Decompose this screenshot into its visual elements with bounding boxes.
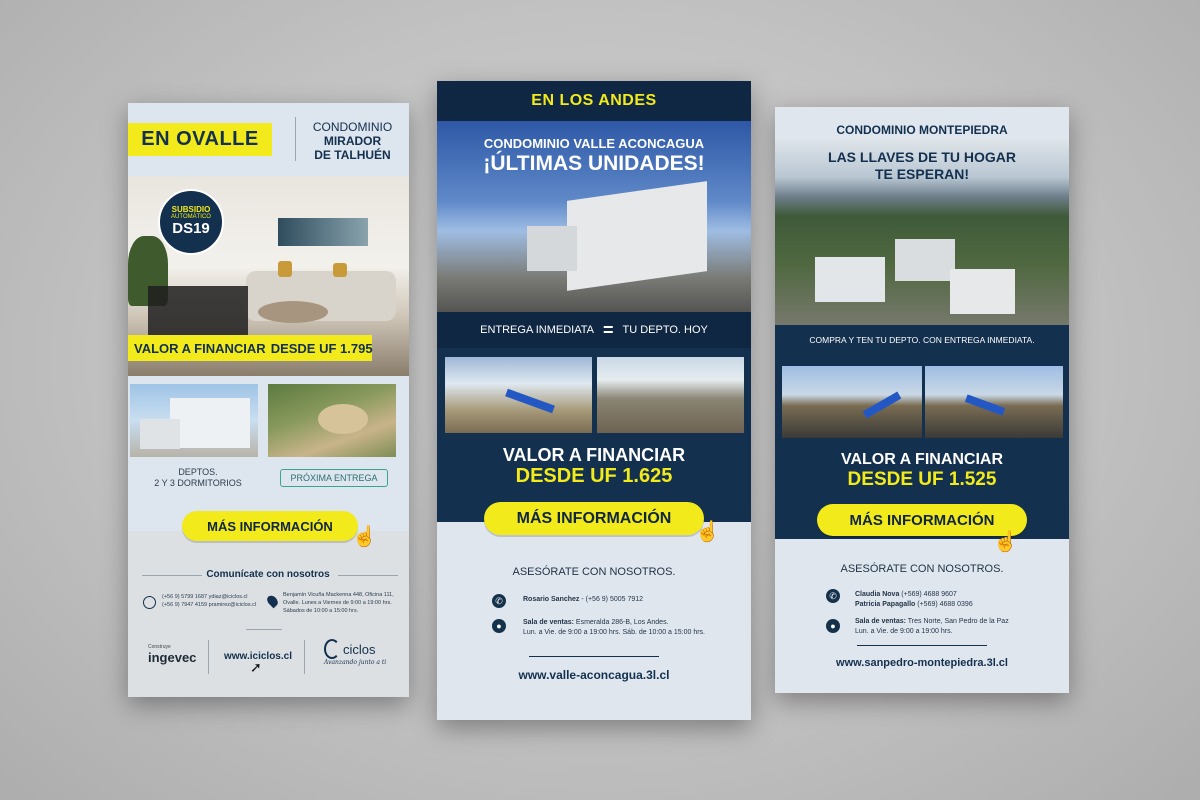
playground-photo — [445, 357, 592, 433]
aconcagua-building-photo — [437, 121, 751, 321]
sales-label: Sala de ventas: — [523, 619, 574, 626]
builder-name: ingevec — [148, 650, 197, 665]
hand-cursor-icon: ☝ — [695, 521, 720, 543]
delivery-strip — [437, 312, 751, 348]
badge-top: SUBSIDIO — [171, 205, 211, 214]
contact-2-name: Patricia Papagallo — [855, 601, 916, 608]
finance-b: DESDE UF 1.525 — [847, 469, 997, 490]
tag-equals: = — [603, 319, 614, 340]
footer-divider-2 — [304, 640, 305, 674]
more-info-button[interactable] — [182, 511, 358, 541]
builder-block — [148, 644, 196, 665]
location-text: EN LOS ANDES — [531, 92, 657, 109]
condo-prefix: CONDOMINIO — [312, 120, 393, 134]
address-2: Ovalle. Lunes a Viernes de 9:00 a 19:00 hrs. — [283, 600, 392, 606]
address-1: Benjamín Vicuña Mackenna 448, Oficina 111, — [283, 592, 394, 598]
playground-photo-2 — [925, 366, 1063, 438]
sales-hours: Lun. a Vie. de 9:00 a 19:00 hrs. — [855, 628, 953, 635]
sales-label: Sala de ventas: — [855, 618, 906, 625]
valley-view-photo — [597, 357, 744, 433]
builder-label: Construye — [148, 644, 171, 650]
finance-a: VALOR A FINANCIAR — [134, 340, 266, 356]
contact-title: Comunícate con nosotros — [206, 569, 330, 580]
sales-block — [523, 618, 705, 638]
location-pin-icon: ● — [826, 619, 840, 633]
headline-1: LAS LLAVES DE TU HOGAR — [828, 149, 1016, 165]
finance-b: DESDE UF 1.795 — [270, 340, 373, 356]
brand-name: ciclos — [343, 641, 376, 657]
banner-los-andes — [437, 81, 751, 720]
condo-name: VALLE ACONCAGUA — [573, 136, 705, 151]
address-block — [283, 591, 394, 615]
brand-mark-icon — [324, 639, 340, 659]
tag-left: ENTREGA INMEDIATA — [480, 324, 594, 336]
condo-name-1: MIRADOR — [323, 134, 382, 148]
footer-separator — [246, 629, 282, 630]
sales-address: Esmeralda 286-B, Los Andes. — [573, 619, 669, 626]
contact-separator-right — [338, 575, 398, 576]
cta-label: MÁS INFORMACIÓN — [207, 518, 333, 534]
phones-1: (+56 9) 5799 1687 ydiaz@iciclos.cl — [162, 594, 248, 600]
website-separator — [857, 645, 987, 646]
whatsapp-icon — [143, 596, 156, 609]
location-pin-icon: ● — [492, 619, 506, 633]
playground-photo — [268, 384, 396, 457]
badge-main: DS19 — [172, 220, 210, 237]
contacts-block — [855, 590, 973, 610]
cta-label: MÁS INFORMACIÓN — [849, 511, 995, 529]
website-link[interactable]: www.sanpedro-montepiedra.3l.cl — [836, 657, 1008, 669]
phone-icon: ✆ — [826, 589, 840, 603]
location-text: EN OVALLE — [141, 128, 259, 150]
units-2: 2 Y 3 DORMITORIOS — [154, 478, 242, 488]
advise-text: ASESÓRATE CON NOSOTROS. — [840, 563, 1004, 575]
units-text — [128, 467, 268, 489]
phones-block — [162, 593, 256, 609]
title-divider — [295, 117, 296, 161]
tagline: COMPRA Y TEN TU DEPTO. CON ENTREGA INMEDIATA. — [809, 335, 1035, 345]
advise-text: ASESÓRATE CON NOSOTROS. — [512, 566, 676, 578]
sales-address: Tres Norte, San Pedro de la Paz — [905, 618, 1009, 625]
contact-2-phone: (+569) 4688 0396 — [915, 601, 973, 608]
website-link[interactable]: www.valle-aconcagua.3l.cl — [518, 668, 670, 682]
sales-hours: Lun. a Vie. de 9:00 a 19:00 hrs. Sáb. de 10:00 a 15:00 hrs. — [523, 629, 706, 636]
more-info-button[interactable] — [484, 502, 704, 535]
website-separator — [529, 656, 659, 657]
finance-b: DESDE UF 1.625 — [515, 465, 673, 487]
badge-mid: AUTOMÁTICO — [171, 214, 211, 220]
sales-block — [855, 617, 1009, 637]
banner-montepiedra — [775, 107, 1069, 693]
finance-a: VALOR A FINANCIAR — [502, 445, 686, 465]
contact-line — [523, 596, 643, 603]
playground-photo-1 — [782, 366, 922, 438]
hand-cursor-icon: ☝ — [352, 526, 377, 548]
delivery-text: PRÓXIMA ENTREGA — [290, 473, 378, 483]
finance-a: VALOR A FINANCIAR — [840, 451, 1004, 468]
condo-title — [300, 120, 405, 162]
headline — [775, 149, 1069, 183]
contact-1-name: Claudia Nova — [855, 591, 900, 598]
arrow-cursor-icon: ➚ — [250, 659, 262, 675]
tag-right: TU DEPTO. HOY — [622, 324, 708, 336]
address-3: Sábados de 10:00 a 15:00 hrs. — [283, 608, 359, 614]
building-photo — [130, 384, 258, 457]
location-header — [437, 81, 751, 121]
phone-icon: ✆ — [492, 594, 506, 608]
brand-logo — [324, 639, 386, 666]
contact-phone: - (+56 9) 5005 7912 — [579, 596, 644, 603]
condo-prefix: CONDOMINIO — [483, 136, 570, 151]
condo-title — [437, 136, 751, 151]
contact-name: Rosario Sanchez — [523, 596, 580, 603]
units-1: DEPTOS. — [178, 467, 218, 477]
cta-label: MÁS INFORMACIÓN — [516, 509, 672, 527]
location-label — [128, 123, 272, 156]
subsidy-badge — [158, 189, 224, 255]
footer-divider-1 — [208, 640, 209, 674]
condo-title: CONDOMINIO MONTEPIEDRA — [836, 123, 1008, 137]
contact-1-phone: (+569) 4688 9607 — [899, 591, 957, 598]
brand-tagline: Avanzando junto a ti — [324, 659, 387, 666]
banner-ovalle — [128, 103, 409, 697]
hand-cursor-icon: ☝ — [993, 531, 1018, 553]
headline: ¡ÚLTIMAS UNIDADES! — [483, 152, 705, 175]
website-link[interactable]: www.iciclos.cl — [224, 651, 292, 662]
condo-name-2: DE TALHUÉN — [314, 148, 391, 162]
delivery-badge — [280, 469, 388, 487]
headline-2: TE ESPERAN! — [874, 166, 970, 182]
finance-bar — [128, 335, 372, 361]
phones-2: (+56 9) 7947 4159 pramirez@iciclos.cl — [162, 602, 257, 608]
